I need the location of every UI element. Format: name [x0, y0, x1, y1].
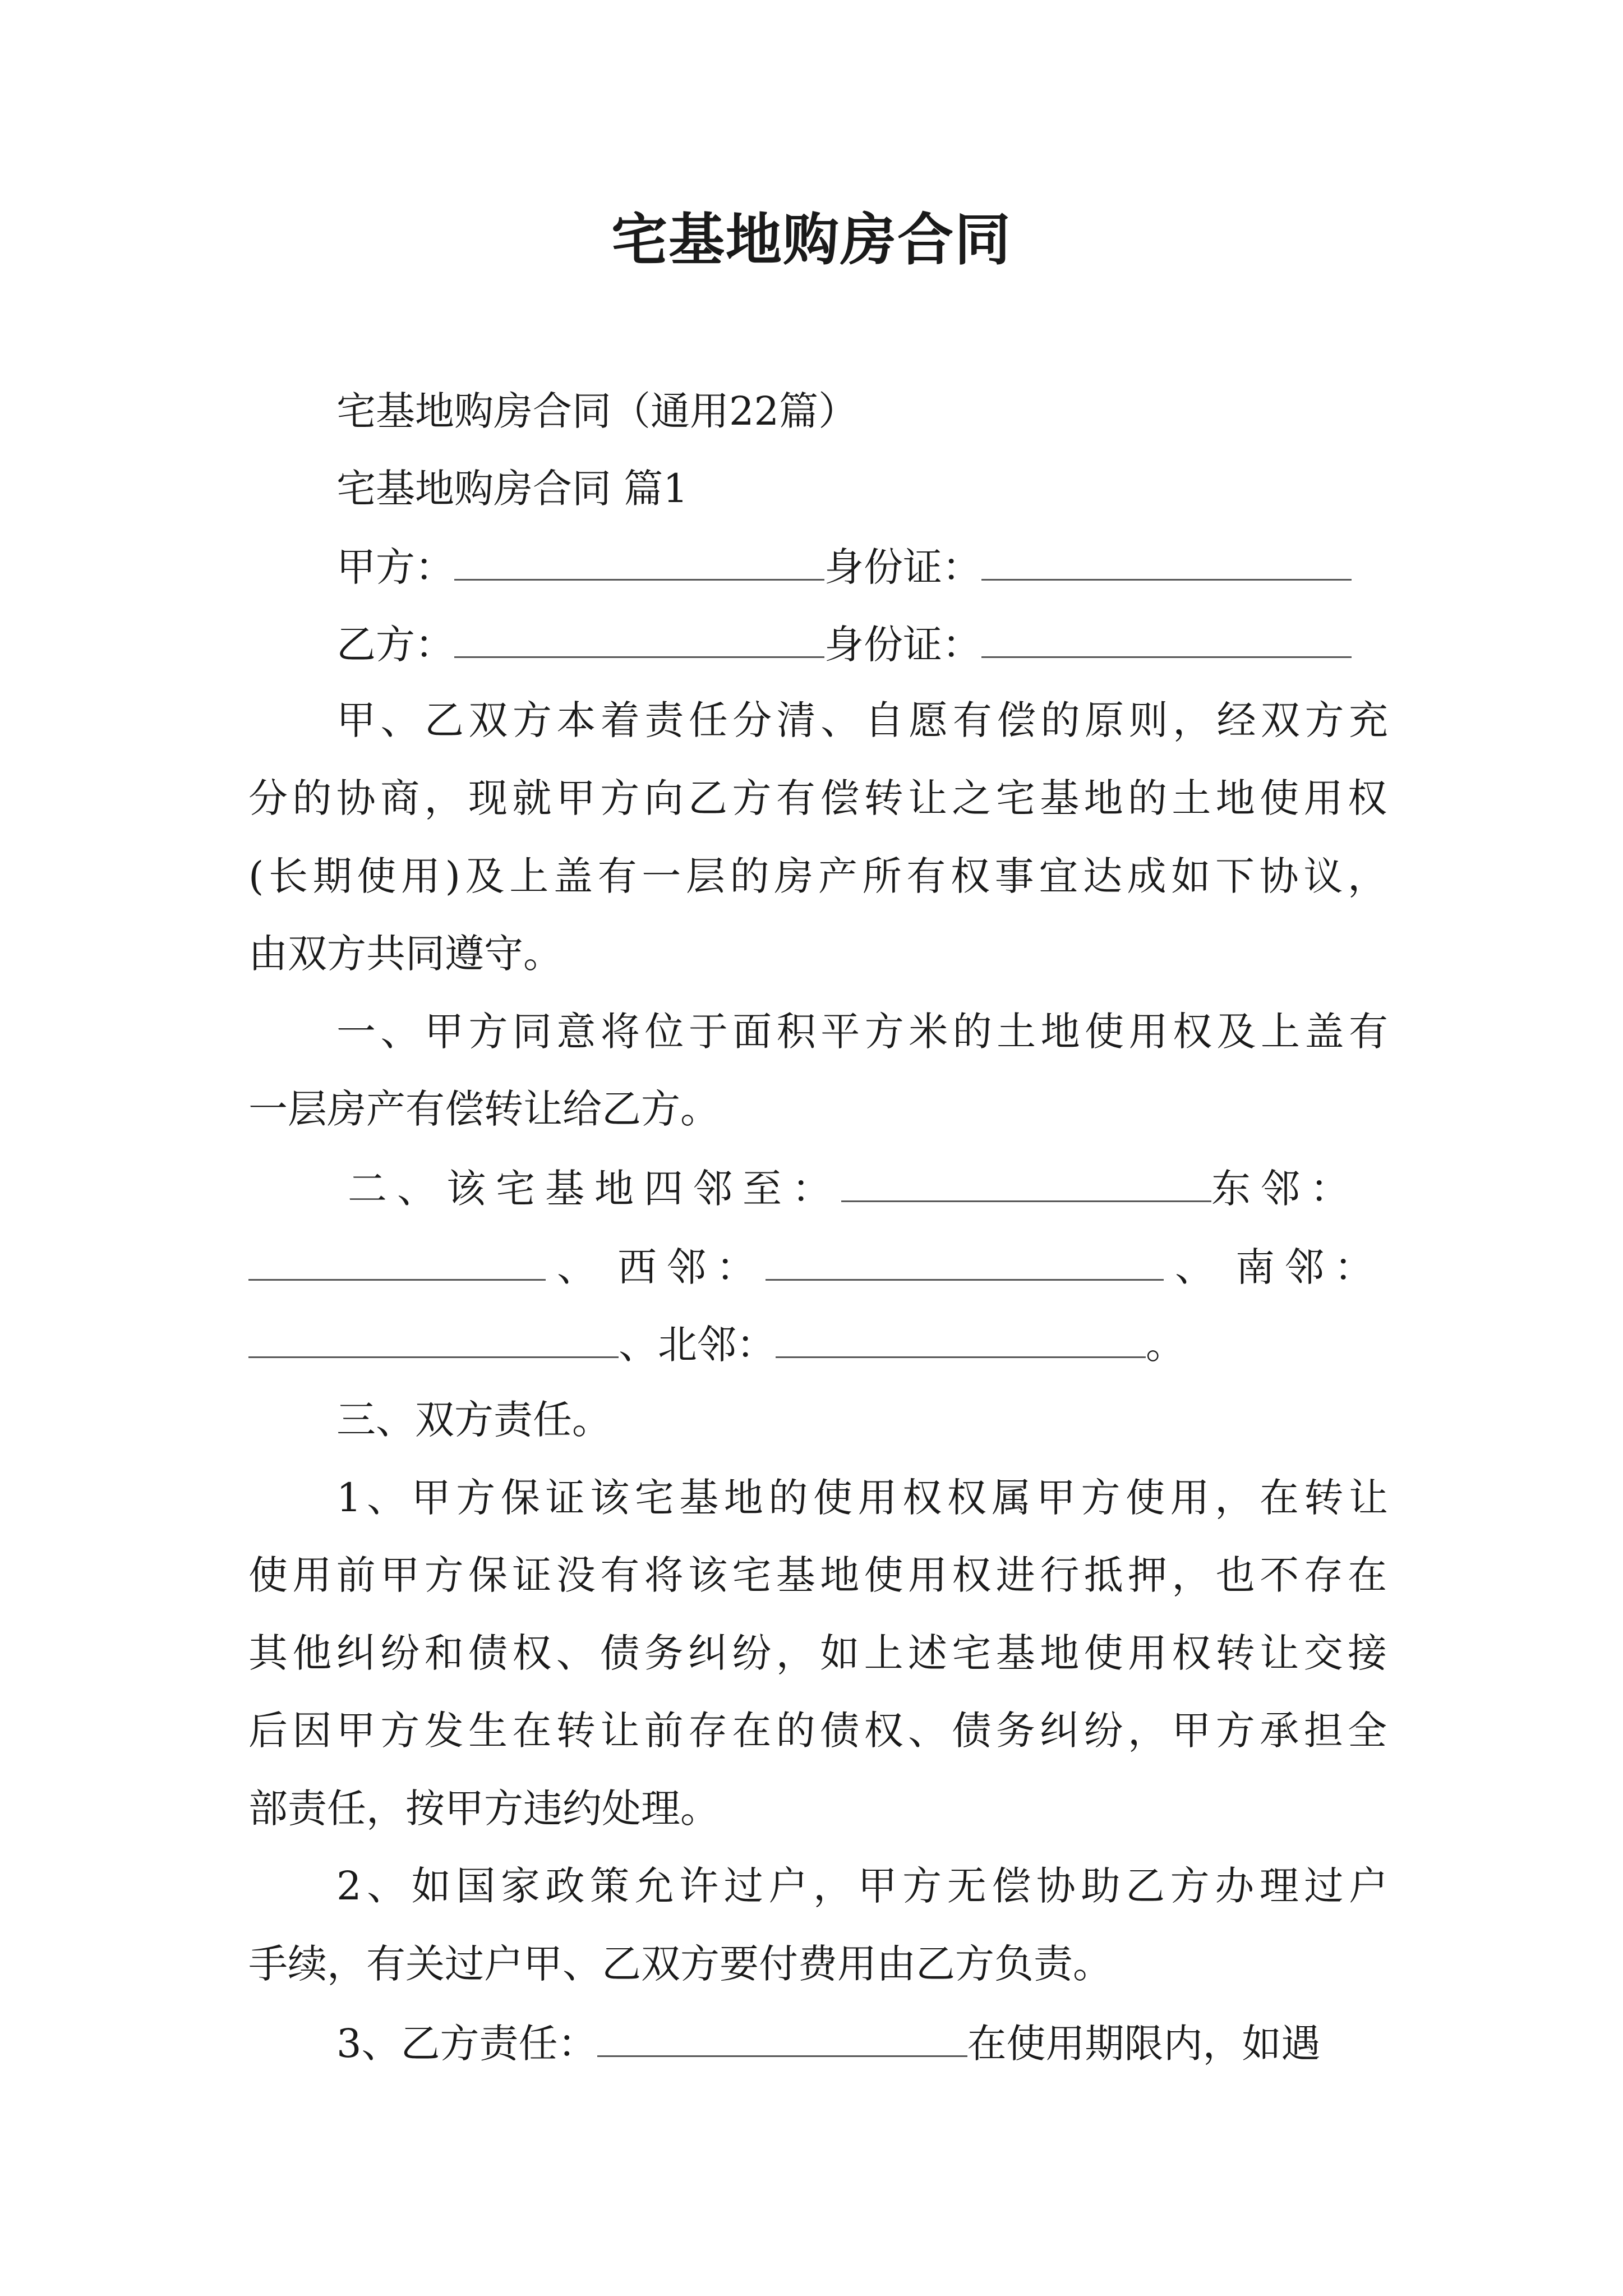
party-b-line: [336, 617, 1352, 668]
party-a-name-blank: [454, 540, 824, 581]
party-b-label: 乙方：: [336, 622, 454, 668]
south-neighbor-blank: [248, 1317, 619, 1358]
item3-lead: 3、乙方责任：: [336, 2021, 597, 2067]
party-a-label: 甲方：: [336, 544, 454, 590]
south-neighbor-label: 南邻：: [1235, 1244, 1384, 1290]
intro-line-2: 分的协商，现就甲方向乙方有偿转让之宅基地的土地使用权: [248, 775, 1387, 821]
west-neighbor-label: 西邻：: [617, 1244, 766, 1290]
item1-line-3: 其他纠纷和债权、债务纠纷，如上述宅基地使用权转让交接: [248, 1630, 1387, 1676]
intro-line-3: (长期使用)及上盖有一层的房产所有权事宜达成如下协议，: [248, 853, 1387, 899]
separator: 、: [619, 1322, 658, 1368]
east-neighbor-label: 东邻：: [1211, 1166, 1359, 1212]
clause3-heading: 三、双方责任。: [336, 1397, 611, 1443]
party-a-id-label: 身份证：: [824, 544, 981, 590]
document-title: 宅基地购房合同: [611, 207, 1012, 273]
clause2-line-1: [348, 1161, 1359, 1212]
item1-line-5: 部责任，按甲方违约处理。: [248, 1786, 720, 1832]
item1-line-2: 使用前甲方保证没有将该宅基地使用权进行抵押，也不存在: [248, 1552, 1387, 1598]
intro-line-4: 由双方共同遵守。: [248, 931, 562, 977]
item2-line-2: 手续，有关过户甲、乙双方要付费用由乙方负责。: [248, 1941, 1112, 1987]
party-b-name-blank: [454, 617, 824, 658]
section-heading: 宅基地购房合同 篇1: [336, 466, 688, 512]
boundary-general-blank: [841, 1161, 1211, 1202]
clause2-line-2: [248, 1240, 1384, 1290]
separator: 、: [557, 1244, 606, 1290]
item1-line-4: 后因甲方发生在转让前存在的债权、债务纠纷，甲方承担全: [248, 1708, 1387, 1754]
west-neighbor-blank: [766, 1240, 1164, 1281]
item1-line-1: 1、甲方保证该宅基地的使用权权属甲方使用，在转让: [336, 1475, 1388, 1521]
separator: 、: [1175, 1244, 1224, 1290]
period: 。: [1146, 1322, 1185, 1368]
party-b-id-blank: [981, 617, 1352, 658]
party-b-responsibility-blank: [597, 2016, 967, 2057]
clause2-lead: 二、该宅基地四邻至：: [348, 1166, 841, 1212]
north-neighbor-blank: [776, 1317, 1146, 1358]
party-a-line: [336, 540, 1352, 590]
party-a-id-blank: [981, 540, 1352, 581]
clause2-line-3: [248, 1317, 1185, 1368]
item2-line-1: 2、如国家政策允许过户，甲方无偿协助乙方办理过户: [336, 1863, 1388, 1909]
document-subtitle: 宅基地购房合同（通用22篇）: [336, 388, 858, 434]
north-neighbor-label: 北邻：: [658, 1322, 776, 1368]
east-neighbor-blank: [248, 1240, 546, 1281]
party-b-id-label: 身份证：: [824, 622, 981, 668]
clause1-line-1: 一、甲方同意将位于面积平方米的土地使用权及上盖有: [336, 1009, 1388, 1055]
item3-tail: 在使用期限内，如遇: [967, 2021, 1321, 2067]
item3-line-1: [336, 2016, 1321, 2067]
intro-line-1: 甲、乙双方本着责任分清、自愿有偿的原则，经双方充: [336, 697, 1388, 743]
clause1-line-2: 一层房产有偿转让给乙方。: [248, 1086, 720, 1132]
